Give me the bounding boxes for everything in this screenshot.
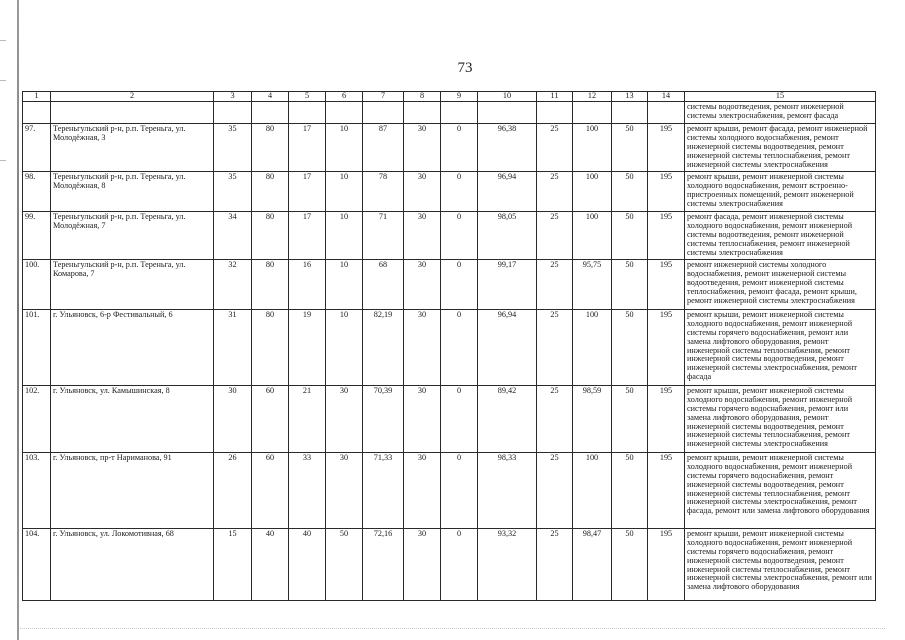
col-header: 10 [478, 92, 537, 102]
address-cell: г. Ульяновск, ул. Камышинская, 8 [51, 385, 214, 452]
value-cell-c11: 25 [537, 385, 573, 452]
col-header: 14 [648, 92, 685, 102]
table-row [23, 528, 876, 600]
col-header: 12 [573, 92, 612, 102]
value-cell-c9: 0 [441, 385, 478, 452]
value-cell-c7: 70,39 [363, 385, 404, 452]
value-cell-c6: 10 [326, 309, 363, 385]
value-cell-c11: 25 [537, 259, 573, 309]
value-cell-c7: 68 [363, 259, 404, 309]
value-cell-c14: 195 [648, 171, 685, 211]
row-number: 100. [23, 259, 51, 309]
value-cell-c12: 100 [573, 309, 612, 385]
works-cell: ремонт крыши, ремонт инженерной системы холодного водоснабжения, ремонт инженерной системы горячего водоснабжения, ремонт или замена лифтового оборудования, ремонт инженерной системы водоотведения, ремонт инженерной системы теплоснабжения, ремонт инженерной системы электроснабжения [685, 385, 876, 452]
value-cell-c14: 195 [648, 528, 685, 600]
table-row [23, 452, 876, 528]
value-cell-c7: 72,16 [363, 528, 404, 600]
value-cell-c14: 195 [648, 452, 685, 528]
value-cell-c5: 17 [289, 211, 326, 259]
col-header: 15 [685, 92, 876, 102]
value-cell-c5: 33 [289, 452, 326, 528]
value-cell-c11: 25 [537, 528, 573, 600]
value-cell-c13: 50 [612, 259, 648, 309]
binding-edge [17, 0, 19, 640]
value-cell-c10: 98,33 [478, 452, 537, 528]
value-cell-c10: 93,32 [478, 528, 537, 600]
value-cell-c6: 10 [326, 171, 363, 211]
value-cell-c12: 98,47 [573, 528, 612, 600]
value-cell-c8: 30 [404, 123, 441, 171]
address-cell: Тереньгульский р-н, р.п. Тереньга, ул. Молодёжная, 7 [51, 211, 214, 259]
value-cell-c8: 30 [404, 211, 441, 259]
value-cell-c12: 100 [573, 452, 612, 528]
margin-mark [0, 80, 6, 81]
value-cell-c9: 0 [441, 452, 478, 528]
value-cell-c10: 98,05 [478, 211, 537, 259]
col-header: 2 [51, 92, 214, 102]
value-cell-c7: 78 [363, 171, 404, 211]
works-cell: ремонт инженерной системы холодного водоснабжения, ремонт инженерной системы водоотведения, ремонт инженерной системы теплоснабжения, ремонт фасада, ремонт крыши, ремонт инженерной системы электроснабжения [685, 259, 876, 309]
value-cell-c8: 30 [404, 259, 441, 309]
col-header: 3 [214, 92, 252, 102]
row-number: 97. [23, 123, 51, 171]
table-row [23, 123, 876, 171]
value-cell-c12: 100 [573, 171, 612, 211]
value-cell-c10: 96,38 [478, 123, 537, 171]
value-cell-c9: 0 [441, 123, 478, 171]
value-cell-c8: 30 [404, 385, 441, 452]
row-number: 102. [23, 385, 51, 452]
value-cell-c4: 40 [252, 528, 289, 600]
value-cell-c6: 30 [326, 452, 363, 528]
row-number: 103. [23, 452, 51, 528]
value-cell-c13: 50 [612, 171, 648, 211]
value-cell-c7: 87 [363, 123, 404, 171]
value-cell-c12: 95,75 [573, 259, 612, 309]
value-cell-c13: 50 [612, 528, 648, 600]
address-cell: Тереньгульский р-н, р.п. Тереньга, ул. Молодёжная, 3 [51, 123, 214, 171]
value-cell-c4: 60 [252, 452, 289, 528]
col-header: 4 [252, 92, 289, 102]
value-cell-c6: 10 [326, 259, 363, 309]
value-cell-c13: 50 [612, 309, 648, 385]
value-cell-c12: 100 [573, 123, 612, 171]
value-cell-c11: 25 [537, 211, 573, 259]
value-cell-c6: 10 [326, 211, 363, 259]
value-cell-c3: 31 [214, 309, 252, 385]
value-cell-c9: 0 [441, 171, 478, 211]
value-cell-c8: 30 [404, 171, 441, 211]
value-cell-c3: 15 [214, 528, 252, 600]
works-cell: ремонт крыши, ремонт инженерной системы холодного водоснабжения, ремонт инженерной системы горячего водоснабжения, ремонт инженерной системы водоотведения, ремонт инженерной системы теплоснабжения, ремонт инженерной системы электроснабжения, ремонт или замена лифтового оборудования [685, 528, 876, 600]
value-cell-c8: 30 [404, 309, 441, 385]
works-cell: ремонт фасада, ремонт инженерной системы холодного водоснабжения, ремонт инженерной системы водоотведения, ремонт инженерной системы теплоснабжения, ремонт инженерной системы электроснабжения [685, 211, 876, 259]
value-cell-c9: 0 [441, 528, 478, 600]
row-number: 99. [23, 211, 51, 259]
column-number-row [23, 92, 876, 102]
works-cell: ремонт крыши, ремонт инженерной системы холодного водоснабжения, ремонт встроенно-пристроенных помещений, ремонт инженерной системы электроснабжения [685, 171, 876, 211]
value-cell-c4: 80 [252, 171, 289, 211]
table-row [23, 309, 876, 385]
scan-edge [20, 628, 885, 630]
margin-mark [0, 160, 6, 161]
value-cell-c12: 100 [573, 211, 612, 259]
table-row [23, 171, 876, 211]
value-cell-c11: 25 [537, 452, 573, 528]
works-cell: ремонт крыши, ремонт инженерной системы холодного водоснабжения, ремонт инженерной системы горячего водоснабжения, ремонт или замена лифтового оборудования, ремонт инженерной системы теплоснабжения, ремонт инженерной системы водоотведения, ремонт инженерной системы электроснабжения, ремонт фасада [685, 309, 876, 385]
value-cell-c3: 34 [214, 211, 252, 259]
value-cell-c11: 25 [537, 171, 573, 211]
col-header: 8 [404, 92, 441, 102]
value-cell-c13: 50 [612, 452, 648, 528]
value-cell-c3: 30 [214, 385, 252, 452]
table-row [23, 259, 876, 309]
value-cell-c3: 26 [214, 452, 252, 528]
address-cell: Тереньгульский р-н, р.п. Тереньга, ул. Молодёжная, 8 [51, 171, 214, 211]
margin-mark [0, 40, 6, 41]
value-cell-c9: 0 [441, 211, 478, 259]
row-number: 101. [23, 309, 51, 385]
value-cell-c14: 195 [648, 259, 685, 309]
works-cell: ремонт крыши, ремонт фасада, ремонт инженерной системы холодного водоснабжения, ремонт инженерной системы водоотведения, ремонт инженерной системы теплоснабжения, ремонт инженерной системы электроснабжения [685, 123, 876, 171]
value-cell-c11: 25 [537, 309, 573, 385]
col-header: 5 [289, 92, 326, 102]
value-cell-c13: 50 [612, 123, 648, 171]
value-cell-c8: 30 [404, 528, 441, 600]
page-number: 73 [457, 60, 473, 76]
col-header: 9 [441, 92, 478, 102]
value-cell-c4: 60 [252, 385, 289, 452]
value-cell-c5: 17 [289, 123, 326, 171]
value-cell-c4: 80 [252, 309, 289, 385]
carry-over-row [23, 101, 876, 123]
value-cell-c7: 71 [363, 211, 404, 259]
value-cell-c8: 30 [404, 452, 441, 528]
value-cell-c13: 50 [612, 385, 648, 452]
carry-over-works: системы водоотведения, ремонт инженерной системы электроснабжения, ремонт фасада [685, 101, 876, 123]
value-cell-c9: 0 [441, 259, 478, 309]
value-cell-c10: 96,94 [478, 309, 537, 385]
value-cell-c9: 0 [441, 309, 478, 385]
value-cell-c10: 96,94 [478, 171, 537, 211]
works-cell: ремонт крыши, ремонт инженерной системы холодного водоснабжения, ремонт инженерной системы горячего водоснабжения, ремонт инженерной системы водоотведения, ремонт инженерной системы теплоснабжения, ремонт инженерной системы электроснабжения, ремонт фасада, ремонт или замена лифтового оборудования [685, 452, 876, 528]
value-cell-c11: 25 [537, 123, 573, 171]
value-cell-c14: 195 [648, 211, 685, 259]
value-cell-c14: 195 [648, 385, 685, 452]
housing-repair-table [22, 91, 876, 601]
value-cell-c7: 82,19 [363, 309, 404, 385]
col-header: 11 [537, 92, 573, 102]
value-cell-c14: 195 [648, 123, 685, 171]
value-cell-c4: 80 [252, 211, 289, 259]
value-cell-c4: 80 [252, 123, 289, 171]
address-cell: г. Ульяновск, пр-т Нариманова, 91 [51, 452, 214, 528]
value-cell-c3: 35 [214, 123, 252, 171]
row-number: 104. [23, 528, 51, 600]
value-cell-c10: 99,17 [478, 259, 537, 309]
value-cell-c5: 40 [289, 528, 326, 600]
col-header: 13 [612, 92, 648, 102]
value-cell-c7: 71,33 [363, 452, 404, 528]
value-cell-c14: 195 [648, 309, 685, 385]
value-cell-c12: 98,59 [573, 385, 612, 452]
col-header: 6 [326, 92, 363, 102]
col-header: 1 [23, 92, 51, 102]
address-cell: Тереньгульский р-н, р.п. Тереньга, ул. Комарова, 7 [51, 259, 214, 309]
value-cell-c3: 35 [214, 171, 252, 211]
col-header: 7 [363, 92, 404, 102]
value-cell-c6: 10 [326, 123, 363, 171]
row-number: 98. [23, 171, 51, 211]
value-cell-c6: 30 [326, 385, 363, 452]
value-cell-c5: 17 [289, 171, 326, 211]
table-row [23, 211, 876, 259]
value-cell-c6: 50 [326, 528, 363, 600]
value-cell-c5: 19 [289, 309, 326, 385]
value-cell-c3: 32 [214, 259, 252, 309]
value-cell-c5: 21 [289, 385, 326, 452]
address-cell: г. Ульяновск, ул. Локомотивная, 68 [51, 528, 214, 600]
value-cell-c4: 80 [252, 259, 289, 309]
table-row [23, 385, 876, 452]
value-cell-c5: 16 [289, 259, 326, 309]
value-cell-c10: 89,42 [478, 385, 537, 452]
address-cell: г. Ульяновск, 6-р Фестивальный, 6 [51, 309, 214, 385]
value-cell-c13: 50 [612, 211, 648, 259]
